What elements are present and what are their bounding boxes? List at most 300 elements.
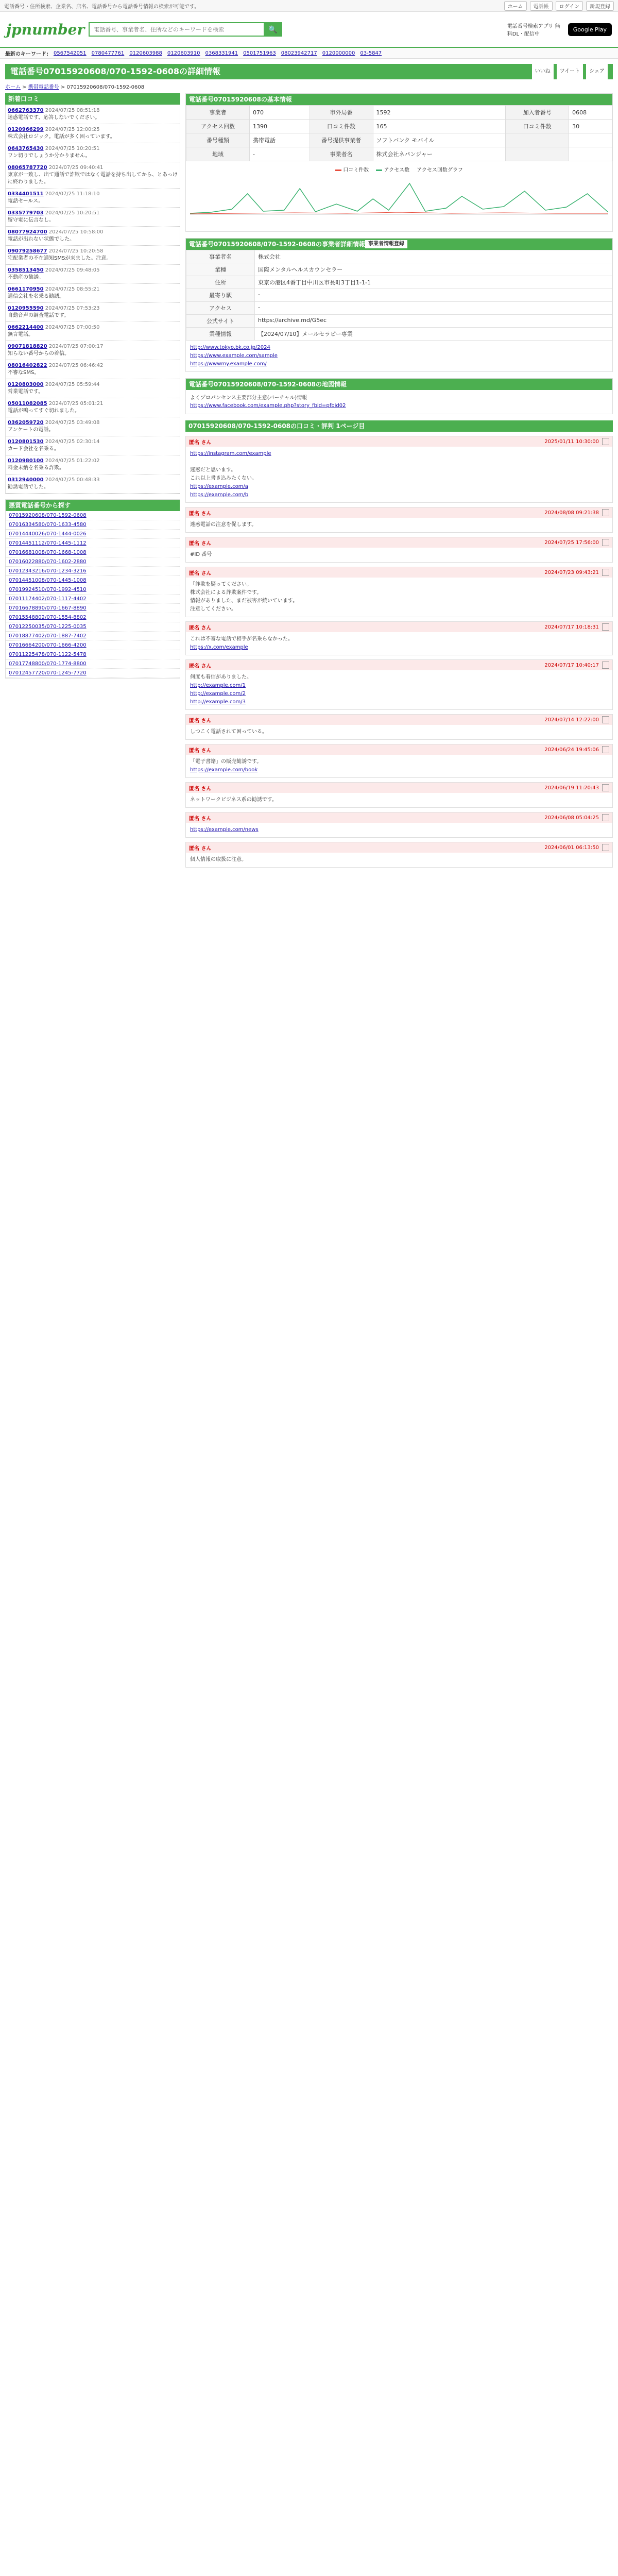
keywords-label: 最新のキーワード: [5, 51, 48, 57]
latest-review-item [6, 189, 180, 208]
detail-key: 業種 [186, 263, 255, 276]
keyword-link[interactable]: 0368331941 [205, 50, 238, 56]
detail-row [186, 289, 612, 302]
latest-review-number[interactable]: 0662763370 [8, 108, 44, 113]
latest-review-item [6, 322, 180, 341]
latest-review-text: 通信会社を名乗る勧誘。 [8, 294, 64, 299]
info-key: 事業者名 [310, 147, 373, 161]
latest-review-item [6, 341, 180, 360]
latest-review-text: アンケートの電話。 [8, 427, 54, 433]
latest-review-number[interactable]: 08016402822 [8, 363, 47, 368]
review-author: 匿名 さん [189, 845, 212, 852]
latest-review-time: 2024/07/25 03:49:08 [45, 420, 100, 426]
latest-review-text: 知らない番号からの着信。 [8, 351, 70, 357]
site-logo[interactable] [6, 17, 85, 42]
scam-number-link[interactable]: 07012457720/070-1245-7720 [6, 669, 180, 678]
app-promo [507, 22, 612, 37]
latest-review-item [6, 284, 180, 303]
review-line: しつこく電話されて困っている。 [190, 729, 267, 735]
review-author: 匿名 さん [189, 816, 212, 822]
detail-value: https://archive.md/G5ec [255, 315, 612, 328]
latest-review-item [6, 360, 180, 379]
logo-text: jpnumber [6, 21, 85, 38]
latest-review-time: 2024/07/25 08:51:18 [45, 108, 100, 113]
tweet-button[interactable]: ツイート [557, 63, 583, 80]
detail-value: - [255, 289, 612, 302]
review-link[interactable]: https://example.com/a [190, 484, 248, 489]
topbar-link-login[interactable]: ログイン [556, 1, 583, 11]
latest-review-number[interactable]: 0643765430 [8, 146, 44, 151]
review-card [185, 812, 613, 838]
basic-info-head: 電話番号07015920608の基本情報 [186, 94, 612, 105]
latest-review-number[interactable]: 0120980100 [8, 458, 44, 464]
keyword-link[interactable]: 0780477761 [91, 50, 125, 56]
latest-review-time: 2024/07/25 01:22:02 [45, 458, 100, 464]
report-flag-icon[interactable] [602, 509, 609, 516]
review-card [185, 621, 613, 655]
report-flag-icon[interactable] [602, 844, 609, 851]
detail-value: 株式会社 [255, 250, 612, 263]
review-header [186, 436, 612, 447]
latest-review-text: 迷惑電話です、応答しないでください。 [8, 115, 100, 121]
review-line: ネットワークビジネス系の勧誘です。 [190, 797, 277, 803]
review-author: 匿名 さん [189, 511, 212, 517]
review-card [185, 436, 613, 503]
topbar-link-phonebook[interactable]: 電話帳 [530, 1, 553, 11]
latest-review-text: 宅配業者の不在通知SMSが来ました。注意。 [8, 256, 112, 261]
scam-number-link[interactable]: 07015920608/070-1592-0608 [6, 511, 180, 520]
review-link[interactable]: http://example.com/1 [190, 683, 246, 688]
chart-line-reviews [190, 212, 608, 214]
latest-review-number[interactable]: 0120955590 [8, 306, 44, 311]
map-head: 電話番号07015920608/070-1592-0608の地図情報 [186, 379, 612, 390]
latest-review-time: 2024/07/25 10:20:51 [45, 210, 100, 216]
access-chart-svg [190, 173, 608, 219]
map-box [185, 378, 613, 414]
keyword-link[interactable]: 0567542051 [54, 50, 87, 56]
review-line: 情報がありました、まだ被害が続いています。 [190, 598, 298, 604]
info-value: - [250, 147, 310, 161]
scam-number-link[interactable]: 07018877402/070-1887-7402 [6, 632, 180, 641]
report-flag-icon[interactable] [602, 662, 609, 669]
map-line: よくプロパンセンス主要部分主意(バーチャル)情報 [190, 395, 307, 401]
latest-review-time: 2024/07/25 08:55:21 [45, 286, 100, 292]
scam-number-link[interactable]: 07015548802/070-1554-8802 [6, 613, 180, 622]
review-date: 2025/01/11 10:30:00 [544, 438, 599, 445]
latest-review-number[interactable]: 05011082085 [8, 401, 47, 406]
report-flag-icon[interactable] [602, 539, 609, 546]
review-header [186, 507, 612, 518]
review-card [185, 537, 613, 563]
scam-number-link[interactable]: 07011174402/070-1117-4402 [6, 595, 180, 604]
info-row [186, 106, 612, 120]
review-card [185, 659, 613, 710]
like-button[interactable]: いいね [532, 63, 554, 80]
review-author: 匿名 さん [189, 439, 212, 446]
report-flag-icon[interactable] [602, 569, 609, 576]
review-author: 匿名 さん [189, 625, 212, 631]
latest-review-item [6, 379, 180, 398]
review-author: 匿名 さん [189, 786, 212, 792]
review-body [186, 853, 612, 867]
latest-review-text: 自動音声の調査電話です。 [8, 313, 70, 318]
content-wrap [5, 93, 613, 874]
topbar-text: 電話番号・住所検索、企業名、店名、電話番号から電話番号情報の検索が可能です。 [4, 4, 200, 10]
latest-review-number[interactable]: 09079258677 [8, 248, 47, 254]
latest-review-item [6, 208, 180, 227]
latest-review-time: 2024/07/25 07:00:17 [48, 344, 104, 349]
latest-review-text: 無言電話。 [8, 332, 33, 337]
business-link[interactable]: https://wwwmy.example.com/ [190, 361, 267, 367]
info-key [506, 147, 569, 161]
latest-review-time: 2024/07/25 10:20:51 [45, 146, 100, 151]
latest-review-number[interactable]: 0662214400 [8, 325, 44, 330]
site-header [0, 12, 618, 48]
promo-text: 電話番号検索アプリ 無料DL・配信中 [507, 24, 560, 37]
review-date: 2024/06/19 11:20:43 [544, 785, 599, 791]
info-value: ソフトバンク モバイル [373, 133, 506, 147]
search-bar [89, 22, 282, 37]
scam-number-link[interactable]: 07014451112/070-1445-1112 [6, 539, 180, 548]
review-author: 匿名 さん [189, 540, 212, 547]
review-date: 2024/06/01 06:13:50 [544, 844, 599, 851]
info-value: 株式会社ネパンジャー [373, 147, 506, 161]
review-list [185, 436, 613, 868]
info-value: 070 [250, 106, 310, 120]
review-link[interactable]: https://example.com/b [190, 492, 249, 498]
latest-review-item [6, 303, 180, 322]
review-line: 迷惑だと思います。 [190, 467, 236, 473]
latest-review-number[interactable]: 0120801530 [8, 439, 44, 445]
latest-review-time: 2024/07/25 10:20:58 [48, 248, 104, 254]
latest-review-item [6, 474, 180, 494]
chart-title: アクセス回数グラフ [417, 167, 463, 173]
latest-review-text: 営業電話です。 [8, 389, 44, 395]
access-chart [186, 161, 612, 231]
latest-review-text: カード会社を名乗る。 [8, 446, 59, 452]
latest-review-number[interactable]: 0120966299 [8, 127, 44, 132]
report-flag-icon[interactable] [602, 623, 609, 631]
scam-number-link[interactable]: 07014440026/070-1444-0026 [6, 530, 180, 539]
register-business-button[interactable]: 事業者情報登録 [365, 240, 407, 248]
basic-info-box [185, 93, 613, 232]
review-card [185, 842, 613, 868]
review-date: 2024/07/17 10:18:31 [544, 624, 599, 630]
review-line: 個人情報の取扱に注意。 [190, 857, 247, 862]
basic-info-table [186, 105, 612, 161]
keyword-link[interactable]: 03-5847 [360, 50, 382, 56]
latest-reviews-list [5, 105, 180, 494]
latest-review-time: 2024/07/25 00:48:33 [45, 477, 100, 483]
search-input[interactable] [89, 22, 264, 37]
latest-review-time: 2024/07/25 09:40:41 [48, 165, 104, 171]
topbar-link-register[interactable]: 新規登録 [586, 1, 614, 11]
review-date: 2024/08/08 09:21:38 [544, 510, 599, 516]
latest-review-time: 2024/07/25 11:18:10 [45, 191, 100, 197]
latest-review-item [6, 143, 180, 162]
review-link[interactable]: https://example.com/news [190, 827, 259, 833]
latest-review-number[interactable]: 0120803000 [8, 382, 44, 387]
report-flag-icon[interactable] [602, 814, 609, 821]
info-value [569, 133, 612, 147]
scam-number-list [5, 499, 180, 679]
review-header [186, 744, 612, 755]
info-key [506, 133, 569, 147]
info-key: 加入者番号 [506, 106, 569, 120]
latest-review-text: ワン切りでしょうか分かりません。 [8, 153, 91, 159]
review-header [186, 567, 612, 578]
review-date: 2024/07/14 12:22:00 [544, 717, 599, 723]
review-link[interactable]: https://x.com/example [190, 645, 248, 650]
info-key: 口コミ件数 [506, 120, 569, 133]
latest-review-item [6, 124, 180, 143]
review-link[interactable]: https://example.com/book [190, 767, 258, 773]
keyword-link[interactable]: 0120603988 [129, 50, 162, 56]
info-key: 口コミ件数 [310, 120, 373, 133]
info-key: 事業者 [186, 106, 250, 120]
business-detail-head [186, 239, 612, 250]
detail-value: 東京の港区4番丁目中川区市長町3丁目1-1-1 [255, 276, 612, 289]
latest-review-number[interactable]: 0661170950 [8, 286, 44, 292]
review-author: 匿名 さん [189, 748, 212, 754]
detail-row [186, 250, 612, 263]
breadcrumb-category[interactable]: 携帯電話番号 [28, 84, 59, 90]
review-body [186, 632, 612, 655]
latest-review-number[interactable]: 0335779703 [8, 210, 44, 216]
review-card [185, 782, 613, 808]
review-author: 匿名 さん [189, 570, 212, 577]
info-row [186, 120, 612, 133]
latest-review-number[interactable]: 0362059720 [8, 420, 44, 426]
detail-key: 公式サイト [186, 315, 255, 328]
latest-review-item [6, 455, 180, 474]
latest-review-number[interactable]: 0334401511 [8, 191, 44, 197]
latest-review-item [6, 265, 180, 284]
latest-review-item [6, 246, 180, 265]
info-key: 番号提供事業者 [310, 133, 373, 147]
latest-review-text: 不審なSMS。 [8, 370, 40, 376]
review-author: 匿名 さん [189, 718, 212, 724]
info-value: 165 [373, 120, 506, 133]
share-button[interactable]: シェア [586, 63, 608, 80]
page-title-bar [5, 64, 613, 79]
info-row [186, 147, 612, 161]
keyword-link[interactable]: 0501751963 [243, 50, 276, 56]
breadcrumb-home[interactable]: ホーム [5, 84, 21, 90]
detail-value: 【2024/07/10】メールセラピー専業 [255, 328, 612, 341]
latest-review-number[interactable]: 08077924700 [8, 229, 47, 235]
review-header [186, 537, 612, 548]
breadcrumb-current: 07015920608/070-1592-0608 [66, 84, 145, 90]
latest-review-item [6, 227, 180, 246]
detail-row [186, 302, 612, 315]
google-play-badge[interactable]: Google Play [568, 23, 612, 36]
review-header [186, 812, 612, 823]
latest-review-text: 株式会社ロジック。電話が多く困っています。 [8, 134, 115, 140]
business-detail-table [186, 250, 612, 341]
page-title: 電話番号07015920608/070-1592-0608の詳細情報 [10, 66, 221, 76]
latest-review-time: 2024/07/25 07:53:23 [45, 306, 100, 311]
review-line: 注意してください。 [190, 606, 236, 612]
review-body [186, 548, 612, 562]
detail-key: 住所 [186, 276, 255, 289]
latest-review-time: 2024/07/25 07:00:50 [45, 325, 100, 330]
review-body [186, 755, 612, 777]
info-value: 0608 [569, 106, 612, 120]
detail-key: 事業者名 [186, 250, 255, 263]
review-author: 匿名 さん [189, 663, 212, 669]
scam-number-link[interactable]: 07017748800/070-1774-8800 [6, 659, 180, 669]
latest-review-time: 2024/07/25 09:48:05 [45, 267, 100, 273]
review-link[interactable]: http://example.com/3 [190, 699, 246, 705]
detail-row [186, 315, 612, 328]
detail-row [186, 328, 612, 341]
share-actions [532, 63, 608, 80]
reviews-box [185, 420, 613, 868]
latest-review-number[interactable]: 09071818820 [8, 344, 47, 349]
search-icon: 🔍 [268, 25, 278, 33]
latest-review-number[interactable]: 0358513450 [8, 267, 44, 273]
latest-review-text: 電話が鳴ってすぐ切れました。 [8, 408, 80, 414]
review-body [186, 670, 612, 709]
review-line: 迷惑電話の注意を促します。 [190, 522, 257, 528]
latest-review-text: 電話セールス。 [8, 198, 44, 204]
search-button[interactable] [264, 22, 282, 37]
review-header [186, 622, 612, 632]
topbar-link-home[interactable]: ホーム [504, 1, 527, 11]
business-link[interactable]: https://www.example.com/sample [190, 353, 278, 359]
review-line [190, 458, 608, 466]
review-body [186, 793, 612, 807]
info-key: アクセス回数 [186, 120, 250, 133]
latest-review-text: 勧誘電話でした。 [8, 484, 49, 490]
keyword-link[interactable]: 0120603910 [167, 50, 200, 56]
latest-review-time: 2024/07/25 05:01:21 [48, 401, 104, 406]
review-line: 「電子書籍」の販売勧誘です。 [190, 759, 262, 765]
latest-review-text: 不動産の勧誘。 [8, 275, 44, 280]
latest-review-item [6, 105, 180, 124]
review-date: 2024/07/23 09:43:21 [544, 569, 599, 575]
business-links [186, 341, 612, 371]
scam-number-link[interactable]: 07016022880/070-1602-2880 [6, 557, 180, 567]
review-body [186, 578, 612, 617]
latest-review-text: 東京が一致し、出て通話で詐欺ではなく電話を持ち出してから、とあっけに終わりました。 [8, 172, 178, 185]
chart-legend-access: アクセス数 [376, 165, 409, 173]
latest-review-time: 2024/07/25 10:58:00 [48, 229, 104, 235]
review-body [186, 447, 612, 502]
info-value: 携帯電話 [250, 133, 310, 147]
latest-review-time: 2024/07/25 02:30:14 [45, 439, 100, 445]
info-value: 1390 [250, 120, 310, 133]
review-line: 何度も着信がありました。 [190, 674, 252, 680]
chart-legend-reviews: 口コミ件数 [335, 165, 369, 173]
latest-review-number[interactable]: 08065787720 [8, 165, 47, 171]
keyword-link[interactable]: 08023942717 [281, 50, 317, 56]
review-date: 2024/06/08 05:04:25 [544, 815, 599, 821]
review-header [186, 660, 612, 670]
business-detail-title: 電話番号07015920608/070-1592-0608の事業者詳細情報 [189, 241, 366, 248]
report-flag-icon[interactable] [602, 438, 609, 445]
report-flag-icon[interactable] [602, 716, 609, 723]
report-flag-icon[interactable] [602, 784, 609, 791]
review-card [185, 714, 613, 740]
scam-number-link[interactable]: 07019924510/070-1992-4510 [6, 585, 180, 595]
report-flag-icon[interactable] [602, 746, 609, 753]
detail-key: 業種情報 [186, 328, 255, 341]
left-column [5, 93, 180, 874]
review-date: 2024/07/25 17:56:00 [544, 539, 599, 546]
review-line: これは不審な電話で相手が名乗らなかった。 [190, 636, 293, 642]
review-date: 2024/07/17 10:40:17 [544, 662, 599, 668]
latest-reviews-head: 新着口コミ [5, 93, 180, 105]
latest-review-number[interactable]: 0312940000 [8, 477, 44, 483]
scam-number-link[interactable]: 07016681008/070-1668-1008 [6, 548, 180, 557]
main-column [185, 93, 613, 874]
scam-number-link[interactable]: 07014451008/070-1445-1008 [6, 576, 180, 585]
latest-review-text: 電話が出れない状態でした。 [8, 236, 75, 242]
detail-key: 最寄り駅 [186, 289, 255, 302]
review-header [186, 783, 612, 793]
topbar-links [504, 1, 614, 11]
latest-review-item [6, 436, 180, 455]
review-body [186, 725, 612, 739]
latest-review-time: 2024/07/25 05:59:44 [45, 382, 100, 387]
scam-number-link[interactable]: 07016334580/070-1633-4580 [6, 520, 180, 530]
info-key: 地域 [186, 147, 250, 161]
review-line: 「詐欺を疑ってください。 [190, 582, 252, 587]
top-info-bar [0, 0, 618, 12]
latest-review-text: 留守電に伝言なし。 [8, 217, 54, 223]
review-card [185, 507, 613, 533]
latest-review-item [6, 417, 180, 436]
review-link[interactable]: https://instagram.com/example [190, 451, 271, 456]
latest-review-item [6, 398, 180, 417]
business-detail-box [185, 238, 613, 372]
scam-number-link[interactable]: 07016678890/070-1667-8890 [6, 604, 180, 613]
keyword-link[interactable]: 0120000000 [322, 50, 355, 56]
review-card [185, 567, 613, 617]
map-link[interactable]: https://www.facebook.com/example.php?story_fbid=pfbid02 [190, 403, 346, 409]
latest-review-item [6, 162, 180, 189]
info-key: 市外局番 [310, 106, 373, 120]
review-line: これ以上書き込みたくない。 [190, 476, 257, 481]
review-body [186, 823, 612, 837]
reviews-head: 07015920608/070-1592-0608の口コミ・評判 1ページ目 [185, 420, 613, 432]
latest-keywords-bar [0, 48, 618, 59]
info-row [186, 133, 612, 147]
info-value: 30 [569, 120, 612, 133]
detail-row [186, 276, 612, 289]
breadcrumb: ホーム > 携帯電話番号 > 07015920608/070-1592-0608 [5, 84, 145, 90]
scam-number-link[interactable]: 07011225478/070-1122-5478 [6, 650, 180, 659]
info-key: 番号種類 [186, 133, 250, 147]
latest-review-time: 2024/07/25 06:46:42 [48, 363, 104, 368]
scam-number-link[interactable]: 07012343216/070-1234-3216 [6, 567, 180, 576]
business-link[interactable]: http://www.tokyo.bk.co.jp/2024 [190, 345, 270, 350]
detail-value: - [255, 302, 612, 315]
detail-value: 国際メンタルヘルスカウンセラー [255, 263, 612, 276]
scam-list-head: 悪質電話番号から探す [6, 500, 180, 511]
chart-line-access [190, 183, 608, 213]
review-date: 2024/06/24 19:45:06 [544, 747, 599, 753]
review-link[interactable]: http://example.com/2 [190, 691, 246, 697]
review-header [186, 842, 612, 853]
scam-number-link[interactable]: 07016664200/070-1666-4200 [6, 641, 180, 650]
map-content [186, 390, 612, 414]
info-value: 1592 [373, 106, 506, 120]
scam-number-link[interactable]: 07012250035/070-1225-0035 [6, 622, 180, 632]
review-line: 株式会社による詐欺案件です。 [190, 590, 262, 596]
